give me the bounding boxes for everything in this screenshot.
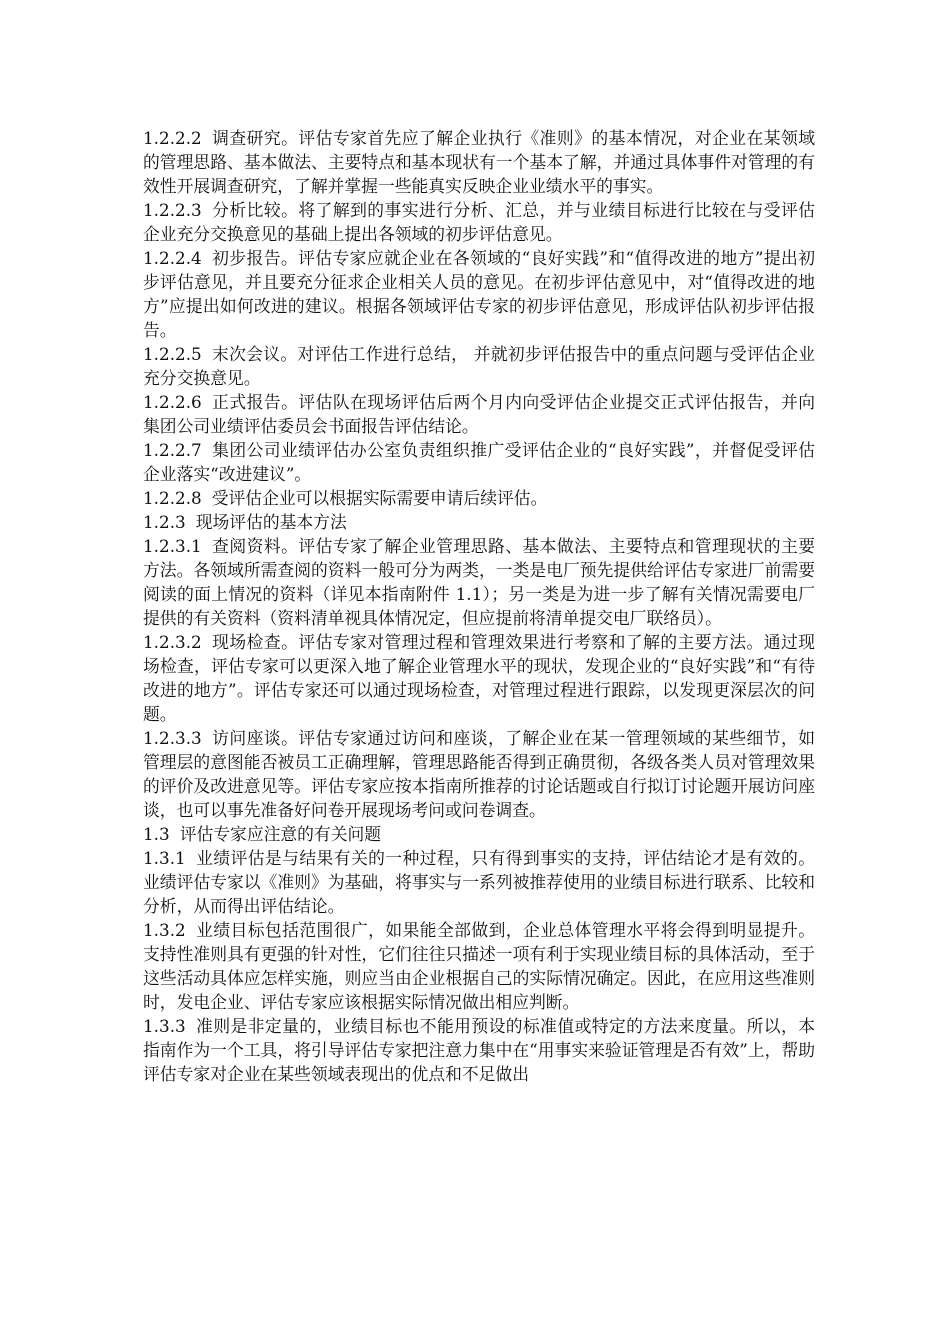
paragraph-text: 业绩评估是与结果有关的一种过程，只有得到事实的支持，评估结论才是有效的。业绩评估专家以《准则》为基础，将事实与一系列被推荐使用的业绩目标进行联系、比较和分析，从而得出评估结论。 [143, 848, 815, 916]
paragraph-text: 初步报告。评估专家应就企业在各领域的“良好实践”和“值得改进的地方”提出初步评估意见，并且要充分征求企业相关人员的意见。在初步评估意见中，对“值得改进的地方”应提出如何改进的建议。根据各领域评估专家的初步评估意见，形成评估队初步评估报告。 [143, 248, 815, 340]
paragraph-text: 准则是非定量的，业绩目标也不能用预设的标准值或特定的方法来度量。所以，本指南作为一个工具，将引导评估专家把注意力集中在“用事实来验证管理是否有效”上，帮助评估专家对企业在某些领域表现出的优点和不足做出 [143, 1016, 815, 1084]
paragraph-1-2-3-1 [143, 534, 815, 630]
section-number: 1.3.2 [143, 920, 186, 940]
paragraph-1-2-2-5 [143, 342, 815, 390]
section-number: 1.2.2.6 [143, 392, 202, 412]
paragraph-1-2-2-7 [143, 438, 815, 486]
paragraph-1-3-2 [143, 918, 815, 1014]
paragraph-text: 受评估企业可以根据实际需要申请后续评估。 [211, 488, 548, 508]
document-body [143, 126, 815, 1086]
section-number: 1.2.2.2 [143, 128, 202, 148]
section-number: 1.3.3 [143, 1016, 186, 1036]
paragraph-1-2-2-3 [143, 198, 815, 246]
paragraph-text: 业绩目标包括范围很广，如果能全部做到，企业总体管理水平将会得到明显提升。支持性准则具有更强的针对性，它们往往只描述一项有利于实现业绩目标的具体活动，至于这些活动具体应怎样实施，则应当由企业根据自己的实际情况确定。因此，在应用这些准则时，发电企业、评估专家应该根据实际情况做出相应判断。 [143, 920, 815, 1012]
paragraph-text: 分析比较。将了解到的事实进行分析、汇总，并与业绩目标进行比较在与受评估企业充分交换意见的基础上提出各领域的初步评估意见。 [143, 200, 815, 244]
paragraph-1-3-3 [143, 1014, 815, 1086]
paragraph-text: 末次会议。对评估工作进行总结， 并就初步评估报告中的重点问题与受评估企业充分交换意见。 [143, 344, 815, 388]
paragraph-text: 现场检查。评估专家对管理过程和管理效果进行考察和了解的主要方法。通过现场检查，评估专家可以更深入地了解企业管理水平的现状，发现企业的“良好实践”和“有待改进的地方”。评估专家还可以通过现场检查，对管理过程进行跟踪，以发现更深层次的问题。 [143, 632, 815, 724]
heading-1-3 [143, 822, 815, 846]
paragraph-text: 查阅资料。评估专家了解企业管理思路、基本做法、主要特点和管理现状的主要方法。各领域所需查阅的资料一般可分为两类，一类是电厂预先提供给评估专家进厂前需要阅读的面上情况的资料（详见本指南附件 1.1）；另一类是为进一步了解有关情况需要电厂提供的有关资料（资料清单视具体情况定，但应提前将清单提交电厂联络员）。 [143, 536, 815, 628]
section-number: 1.2.2.4 [143, 248, 202, 268]
paragraph-text: 调查研究。评估专家首先应了解企业执行《准则》的基本情况，对企业在某领域的管理思路、基本做法、主要特点和基本现状有一个基本了解，并通过具体事件对管理的有效性开展调查研究，了解并掌握一些能真实反映企业业绩水平的事实。 [143, 128, 815, 196]
section-number: 1.2.3 [143, 512, 186, 532]
section-number: 1.2.2.5 [143, 344, 202, 364]
paragraph-text: 正式报告。评估队在现场评估后两个月内向受评估企业提交正式评估报告，并向集团公司业绩评估委员会书面报告评估结论。 [143, 392, 815, 436]
paragraph-text: 访问座谈。评估专家通过访问和座谈，了解企业在某一管理领域的某些细节，如管理层的意图能否被员工正确理解，管理思路能否得到正确贯彻，各级各类人员对管理效果的评价及改进意见等。评估专家应按本指南所推荐的讨论话题或自行拟订讨论题开展访问座谈，也可以事先准备好问卷开展现场考问或问卷调查。 [143, 728, 815, 820]
section-number: 1.2.3.3 [143, 728, 202, 748]
section-number: 1.2.3.1 [143, 536, 202, 556]
paragraph-1-2-2-6 [143, 390, 815, 438]
section-number: 1.3.1 [143, 848, 186, 868]
paragraph-text: 集团公司业绩评估办公室负责组织推广受评估企业的“良好实践”，并督促受评估企业落实“改进建议”。 [143, 440, 815, 484]
section-heading: 评估专家应注意的有关问题 [179, 824, 382, 844]
section-number: 1.2.2.7 [143, 440, 202, 460]
paragraph-1-2-2-8 [143, 486, 815, 510]
paragraph-1-3-1 [143, 846, 815, 918]
paragraph-1-2-2-2 [143, 126, 815, 198]
section-number: 1.2.3.2 [143, 632, 202, 652]
section-number: 1.2.2.3 [143, 200, 202, 220]
paragraph-1-2-3-3 [143, 726, 815, 822]
paragraph-1-2-2-4 [143, 246, 815, 342]
section-heading: 现场评估的基本方法 [195, 512, 347, 532]
section-number: 1.2.2.8 [143, 488, 202, 508]
paragraph-1-2-3-2 [143, 630, 815, 726]
heading-1-2-3 [143, 510, 815, 534]
section-number: 1.3 [143, 824, 170, 844]
